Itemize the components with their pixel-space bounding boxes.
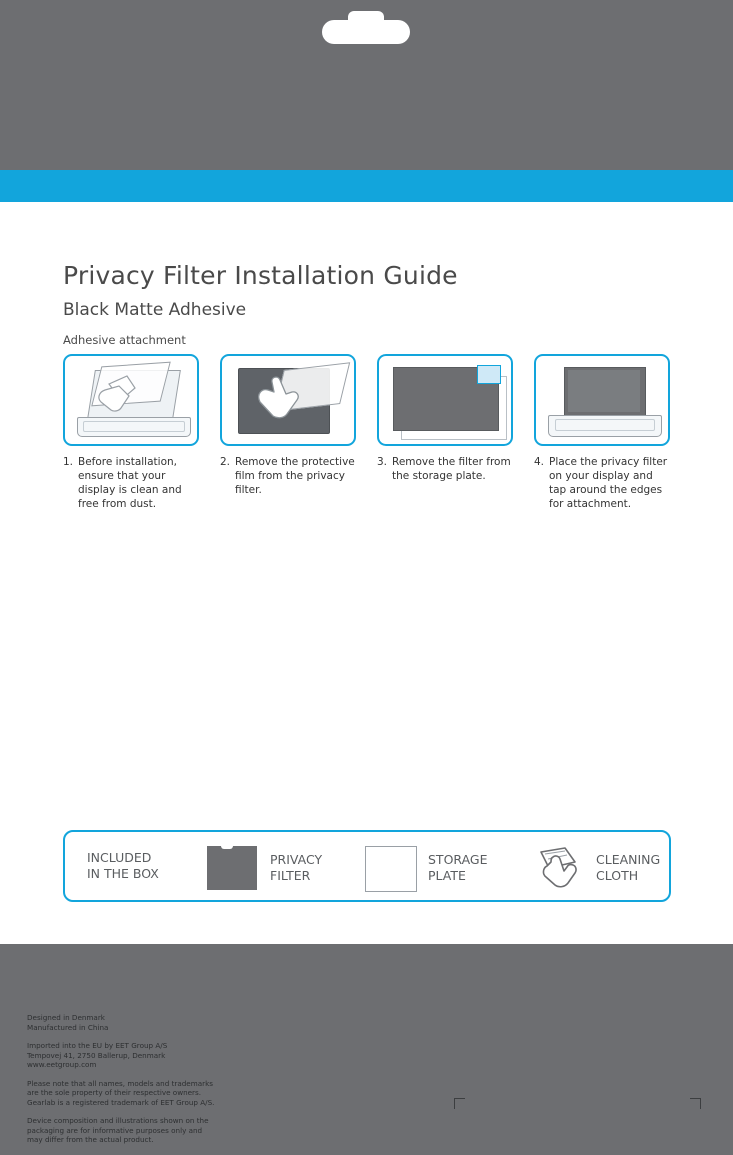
footer-disclaimer-line2: packaging are for informative purposes only and: [27, 1125, 203, 1135]
footer-disclaimer: [27, 1116, 327, 1145]
step-4-text: Place the privacy filter on your display and tap around the edges for attachment.: [549, 456, 668, 510]
lift-corner-highlight-icon: [477, 365, 501, 384]
step-4-caption: [534, 456, 672, 511]
cleaning-cloth-line1: CLEANING: [596, 852, 661, 867]
storage-plate-line2: PLATE: [428, 868, 466, 883]
step-2-caption: [220, 456, 358, 498]
crop-mark-left: [454, 1098, 465, 1109]
footer-importer-line3: www.eetgroup.com: [27, 1060, 97, 1069]
included-item-storage-plate-label: [428, 852, 488, 884]
step-2: [220, 354, 358, 498]
page-subtitle: Black Matte Adhesive: [63, 300, 247, 320]
storage-plate-shape: [365, 846, 417, 892]
footer-origin-line2: Manufactured in China: [27, 1022, 109, 1032]
crop-mark-right: [690, 1098, 701, 1109]
footer-trademark: [27, 1079, 327, 1108]
step-1-number: 1.: [63, 456, 74, 468]
accent-band: [0, 170, 733, 202]
section-label: Adhesive attachment: [63, 333, 186, 347]
footer-origin: [27, 1013, 327, 1032]
privacy-filter-icon: [205, 844, 261, 892]
step-4-illustration: [534, 354, 670, 446]
footer-origin-line1: Designed in Denmark: [27, 1013, 105, 1022]
page-title: Privacy Filter Installation Guide: [63, 261, 458, 290]
step-3-illustration: [377, 354, 513, 446]
privacy-filter-shape: [207, 846, 257, 890]
included-item-cleaning-cloth-label: [596, 852, 660, 884]
step-4: [534, 354, 672, 511]
hang-hole-notch: [348, 11, 384, 27]
step-2-number: 2.: [220, 456, 231, 468]
keyboard-outline-shape: [555, 419, 655, 431]
footer-disclaimer-line1: Device composition and illustrations shown on the: [27, 1116, 209, 1125]
privacy-filter-line2: FILTER: [270, 868, 311, 883]
footer-importer-line1: Imported into the EU by EET Group A/S: [27, 1041, 168, 1050]
included-item-privacy-filter-label: [270, 852, 322, 884]
included-in-the-box-panel: [63, 830, 671, 902]
step-4-number: 4.: [534, 456, 545, 468]
cleaning-cloth-line2: CLOTH: [596, 868, 639, 883]
step-1-text: Before installation, ensure that your display is clean and free from dust.: [78, 456, 182, 510]
footer-legal-text: [27, 1013, 327, 1154]
step-3-number: 3.: [377, 456, 388, 468]
included-label: [87, 850, 159, 882]
applied-filter-shape: [568, 370, 640, 412]
footer-disclaimer-line3: may differ from the actual product.: [27, 1135, 154, 1144]
included-item-cleaning-cloth: [531, 844, 660, 892]
footer-importer: [27, 1041, 327, 1070]
included-item-storage-plate: [363, 844, 488, 892]
step-1-caption: [63, 456, 201, 511]
step-3-caption: [377, 456, 515, 484]
included-item-privacy-filter: [205, 844, 322, 892]
hand-cloth-icon: [65, 356, 199, 446]
footer-trademark-line3: Gearlab is a registered trademark of EET Group A/S.: [27, 1097, 215, 1107]
included-label-line2: IN THE BOX: [87, 866, 159, 881]
step-1: [63, 354, 201, 511]
storage-plate-icon: [363, 844, 419, 892]
privacy-filter-line1: PRIVACY: [270, 852, 323, 867]
step-1-illustration: [63, 354, 199, 446]
footer-importer-line2: Tempovej 41, 2750 Ballerup, Denmark: [27, 1050, 166, 1060]
step-3-text: Remove the filter from the storage plate.: [392, 456, 511, 482]
steps-container: [63, 354, 671, 554]
cleaning-cloth-icon: [531, 844, 587, 892]
privacy-filter-tab-shape: [221, 843, 233, 849]
step-2-illustration: [220, 354, 356, 446]
hand-icon: [222, 356, 356, 446]
footer-trademark-line2: are the sole property of their respective owners.: [27, 1088, 202, 1097]
step-2-text: Remove the protective film from the privacy filter.: [235, 456, 355, 496]
hand-with-cloth-icon: [535, 846, 583, 890]
step-3: [377, 354, 515, 484]
footer-trademark-line1: Please note that all names, models and trademarks: [27, 1078, 213, 1088]
storage-plate-line1: STORAGE: [428, 852, 488, 867]
instruction-sheet: [0, 202, 733, 944]
included-label-line1: INCLUDED: [87, 850, 152, 865]
